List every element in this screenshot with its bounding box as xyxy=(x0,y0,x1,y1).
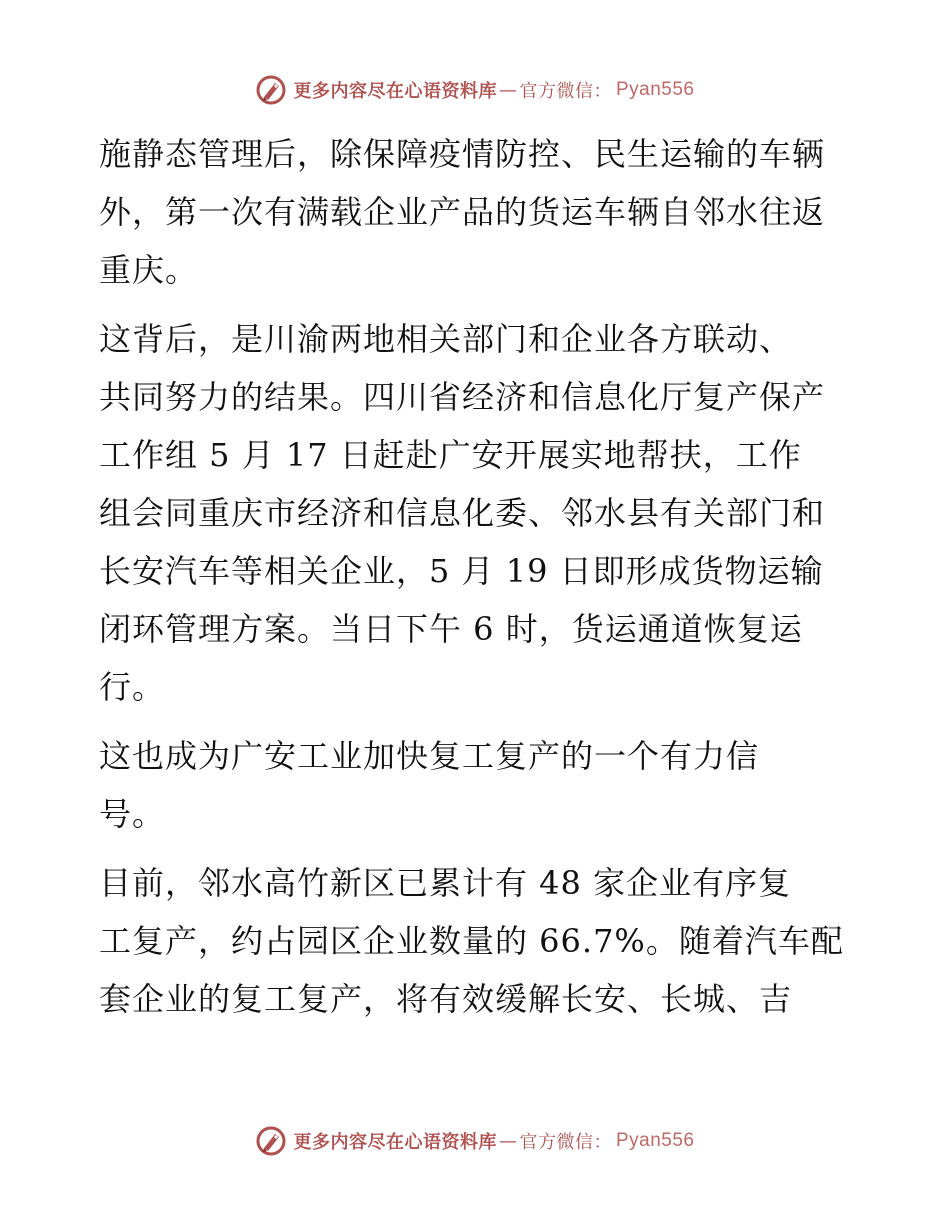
paragraph xyxy=(99,854,859,1028)
pen-logo-icon xyxy=(255,1125,287,1157)
article-body xyxy=(99,125,859,1039)
footer-watermark xyxy=(0,1124,950,1158)
text-line: 重庆。 xyxy=(99,251,199,289)
footer-wechat-label: 官方微信： xyxy=(519,1132,612,1153)
text-line: 长安汽车等相关企业，5 月 19 日即形成货物运输 xyxy=(99,552,824,590)
text-line: 这也成为广安工业加快复工复产的一个有力信 xyxy=(99,737,760,775)
footer-site-name: 更多内容尽在心语资料库 xyxy=(293,1132,497,1153)
header-watermark xyxy=(0,73,950,107)
header-site-name: 更多内容尽在心语资料库 xyxy=(293,81,497,102)
paragraph xyxy=(99,310,859,716)
text-line: 共同努力的结果。四川省经济和信息化厅复产保产 xyxy=(99,378,826,416)
text-line: 组会同重庆市经济和信息化委、邻水县有关部门和 xyxy=(99,494,826,532)
pen-logo-icon xyxy=(255,74,287,106)
footer-wechat-id: Pyan556 xyxy=(615,1130,695,1151)
footer-dash: — xyxy=(498,1130,518,1152)
paragraph xyxy=(99,125,859,299)
text-line: 闭环管理方案。当日下午 6 时，货运通道恢复运 xyxy=(99,610,803,648)
text-line: 号。 xyxy=(99,795,166,833)
text-line: 工复产，约占园区企业数量的 66.7%。随着汽车配 xyxy=(99,922,844,960)
header-wechat-label: 官方微信： xyxy=(519,81,612,102)
text-line: 工作组 5 月 17 日赶赴广安开展实地帮扶，工作 xyxy=(99,436,802,474)
text-line: 目前，邻水高竹新区已累计有 48 家企业有序复 xyxy=(99,864,792,902)
text-line: 这背后，是川渝两地相关部门和企业各方联动、 xyxy=(99,320,793,358)
header-wechat-id: Pyan556 xyxy=(615,79,695,100)
text-line: 施静态管理后，除保障疫情防控、民生运输的车辆 xyxy=(99,135,826,173)
header-dash: — xyxy=(498,79,518,101)
paragraph xyxy=(99,727,859,843)
text-line: 套企业的复工复产，将有效缓解长安、长城、吉 xyxy=(99,980,793,1018)
text-line: 外，第一次有满载企业产品的货运车辆自邻水往返 xyxy=(99,193,826,231)
text-line: 行。 xyxy=(99,668,166,706)
